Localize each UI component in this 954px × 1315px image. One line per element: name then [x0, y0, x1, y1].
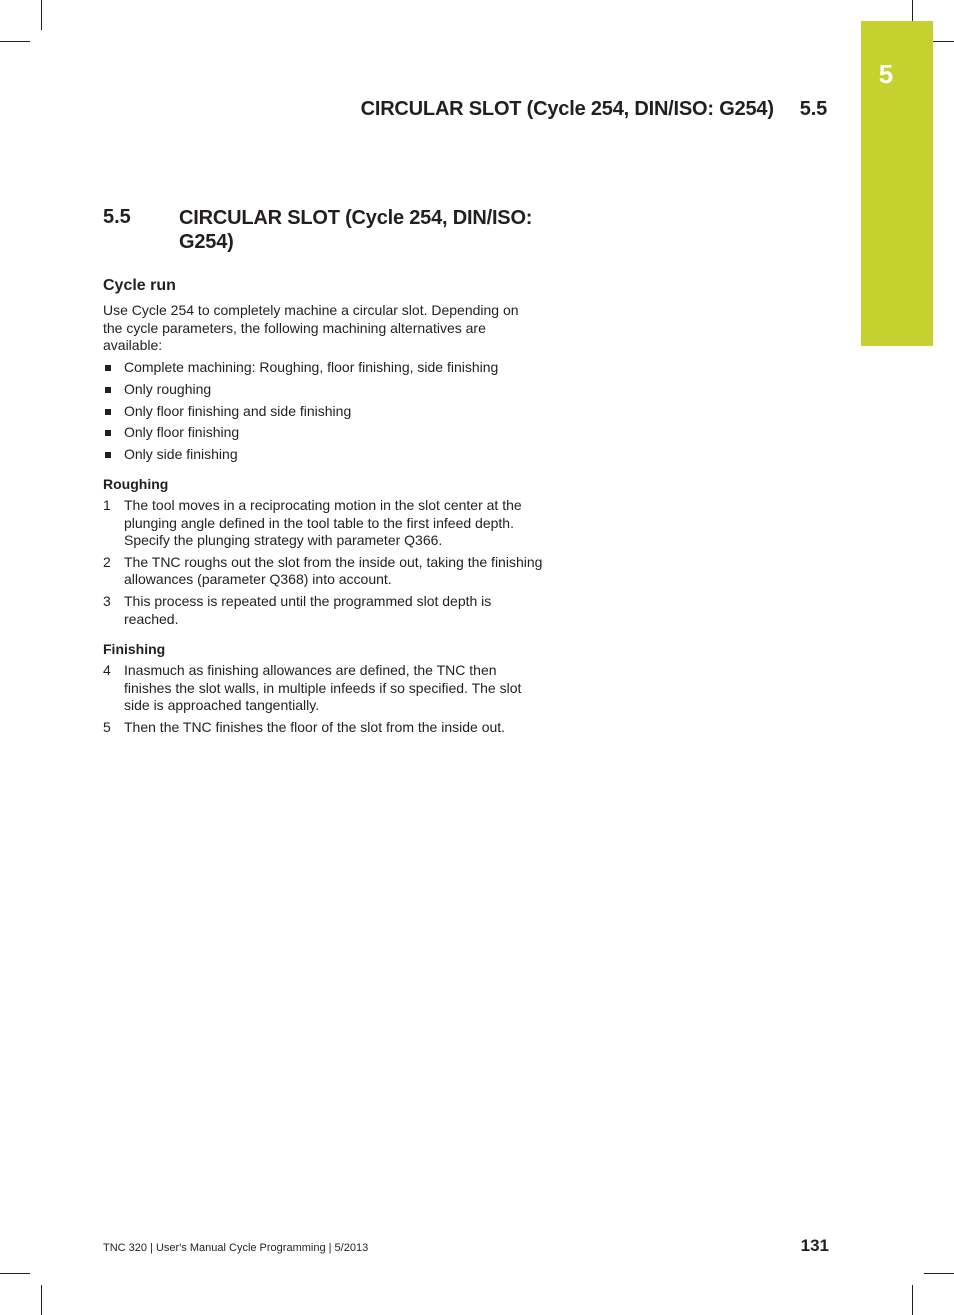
page-number: 131 [800, 1236, 829, 1255]
finishing-heading: Finishing [103, 641, 166, 657]
section-title: CIRCULAR SLOT (Cycle 254, DIN/ISO: G254) [179, 207, 533, 253]
crop-mark [41, 0, 42, 30]
finishing-steps [103, 662, 543, 741]
chapter-tab [861, 21, 933, 346]
bullet-square-icon [105, 430, 111, 436]
bullet-square-icon [105, 365, 111, 371]
chapter-tab-number: 5 [878, 59, 894, 89]
bullet-square-icon [105, 409, 111, 415]
cycle-run-heading: Cycle run [103, 277, 176, 294]
list-item: Only roughing [103, 381, 543, 399]
section-number: 5.5 [103, 206, 131, 228]
crop-mark [0, 41, 30, 42]
machining-alternatives-list [103, 359, 543, 468]
running-header [361, 98, 827, 121]
crop-mark [912, 1285, 913, 1315]
bullet-square-icon [105, 452, 111, 458]
cycle-run-intro: Use Cycle 254 to completely machine a circular slot. Depending on the cycle parameters, the following machining alternatives are available: [103, 302, 519, 353]
crop-mark [41, 1285, 42, 1315]
step-item: 3 This process is repeated until the programmed slot depth is reached. [103, 593, 492, 627]
bullet-square-icon [105, 387, 111, 393]
list-item: Only side finishing [103, 446, 543, 464]
step-item: 2 The TNC roughs out the slot from the inside out, taking the finishing allowances (parameter Q368) into account. [103, 553, 543, 588]
crop-mark [0, 1273, 30, 1274]
step-item: 1 The tool moves in a reciprocating motion in the slot center at the plunging angle defined in the tool table to the first infeed depth. Specify the plunging strategy with parameter Q366. [103, 497, 522, 548]
list-item: Only floor finishing [103, 424, 543, 442]
crop-mark [924, 1273, 954, 1274]
running-header-title: CIRCULAR SLOT (Cycle 254, DIN/ISO: G254) [360, 98, 774, 120]
step-item: 4 Inasmuch as finishing allowances are defined, the TNC then finishes the slot walls, in multiple infeeds if so specified. The slot side is approached tangentially. [103, 662, 522, 713]
list-item: Complete machining: Roughing, floor finishing, side finishing [103, 359, 543, 377]
step-item: 5 Then the TNC finishes the floor of the slot from the inside out. [103, 718, 506, 735]
roughing-heading: Roughing [103, 476, 169, 492]
running-header-number: 5.5 [799, 98, 827, 120]
roughing-steps [103, 497, 543, 632]
list-item: Only floor finishing and side finishing [103, 403, 543, 421]
footer-text: TNC 320 | User's Manual Cycle Programming | 5/2013 [103, 1242, 369, 1254]
